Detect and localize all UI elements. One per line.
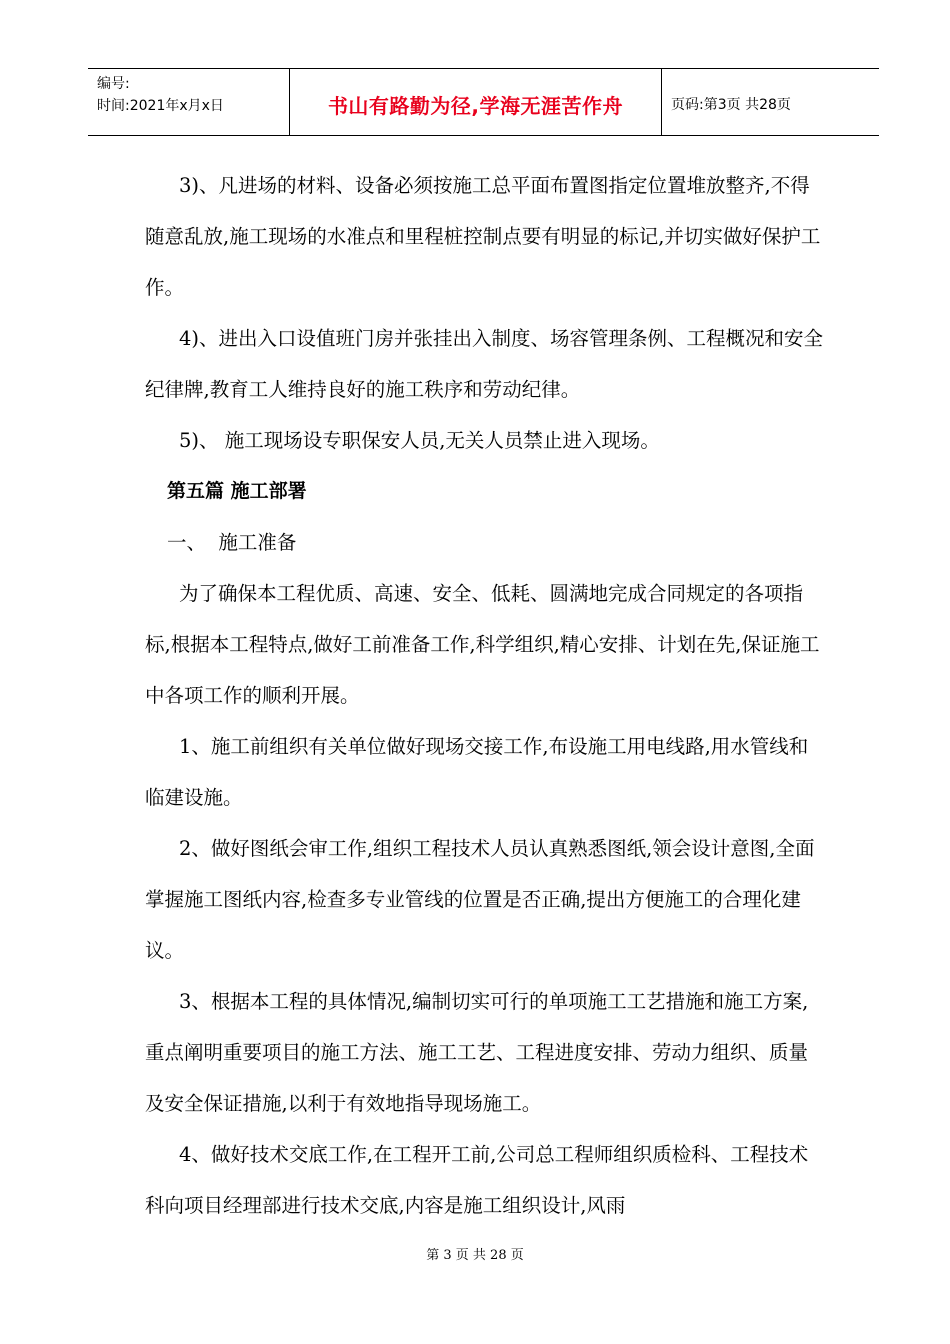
header-page-info: 页码:第3页 共28页	[671, 97, 791, 113]
paragraph: 3)、凡进场的材料、设备必须按施工总平面布置图指定位置堆放整齐,不得随意乱放,施工现场的水准点和里程桩控制点要有明显的标记,并切实做好保护工作。	[145, 174, 821, 299]
paragraph: 5)、 施工现场设专职保安人员,无关人员禁止进入现场。	[179, 429, 660, 452]
page-footer: 第 3 页 共 28 页	[426, 1248, 524, 1263]
paragraph: 4)、进出入口设值班门房并张挂出入制度、场容管理条例、工程概况和安全纪律牌,教育工人维持良好的施工秩序和劳动纪律。	[145, 327, 824, 401]
paragraph: 3、根据本工程的具体情况,编制切实可行的单项施工工艺措施和施工方案,重点阐明重要项目的施工方法、施工工艺、工程进度安排、劳动力组织、质量及安全保证措施,以利于有效地指导现场施工。	[145, 990, 809, 1115]
document-body	[145, 160, 825, 1231]
section-heading: 第五篇 施工部署	[167, 480, 307, 502]
paragraph: 4、做好技术交底工作,在工程开工前,公司总工程师组织质检科、工程技术科向项目经理部进行技术交底,内容是施工组织设计,风雨	[145, 1143, 809, 1217]
number-label: 编号:	[97, 76, 130, 92]
paragraph: 2、做好图纸会审工作,组织工程技术人员认真熟悉图纸,领会设计意图,全面掌握施工图纸内容,检查多专业管线的位置是否正确,提出方便施工的合理化建议。	[145, 837, 815, 962]
paragraph: 为了确保本工程优质、高速、安全、低耗、圆满地完成合同规定的各项指标,根据本工程特点,做好工前准备工作,科学组织,精心安排、计划在先,保证施工中各项工作的顺利开展。	[145, 582, 820, 707]
time-label: 时间:2021年x月x日	[97, 98, 224, 114]
header-motto: 书山有路勤为径,学海无涯苦作舟	[290, 69, 662, 135]
page-header	[88, 68, 879, 136]
header-meta	[88, 69, 290, 135]
subsection-heading: 一、 施工准备	[167, 531, 297, 554]
paragraph: 1、施工前组织有关单位做好现场交接工作,布设施工用电线路,用水管线和临建设施。	[145, 735, 809, 809]
